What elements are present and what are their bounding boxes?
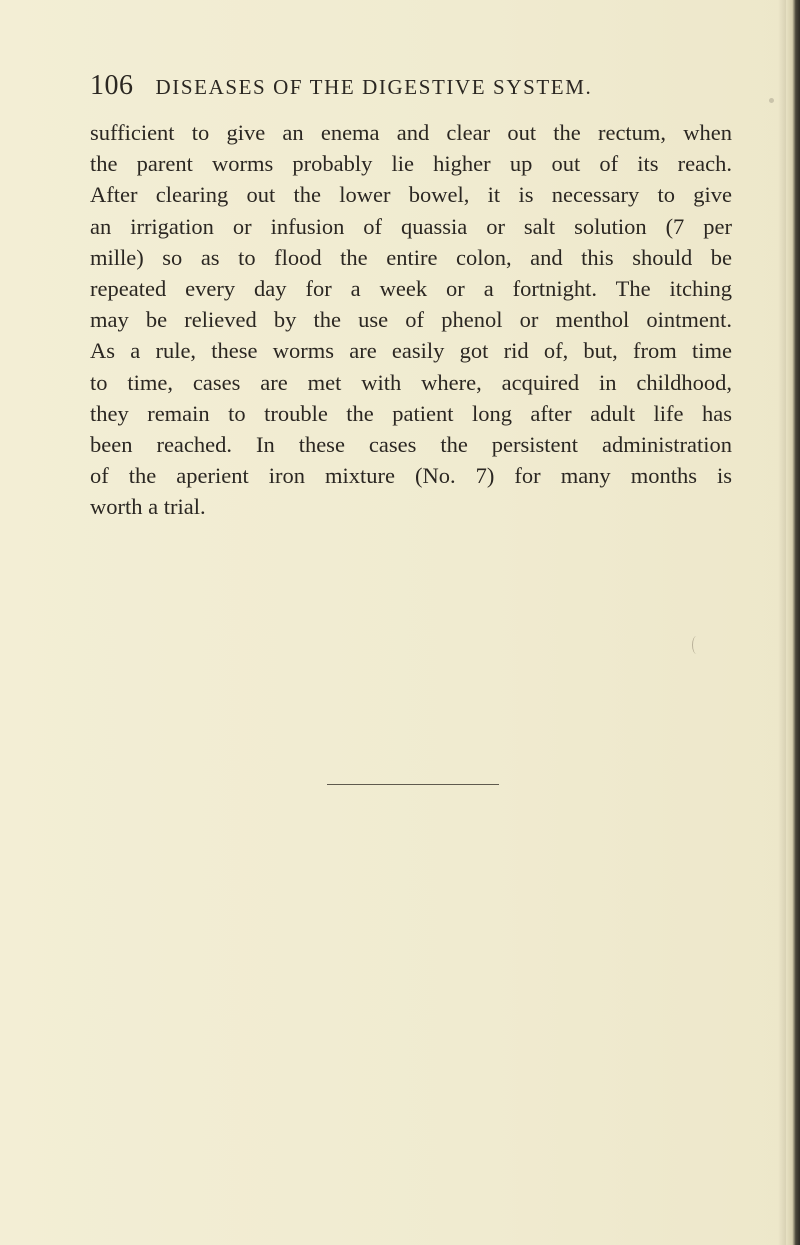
section-divider-rule	[327, 784, 499, 785]
text-line: worth a trial.	[90, 494, 206, 520]
text-line: As a rule, these worms are easily got rid of, but, from time	[90, 338, 732, 364]
text-line: repeated every day for a week or a fortnight. The itching	[90, 275, 732, 301]
text-line: been reached. In these cases the persistent administration	[90, 431, 732, 457]
paper-speck	[769, 98, 774, 103]
page-gutter-shadow	[778, 0, 786, 1245]
text-line: the parent worms probably lie higher up out of its reach.	[90, 151, 732, 177]
text-line: sufficient to give an enema and clear out the rectum, when	[90, 120, 732, 145]
text-line: an irrigation or infusion of quassia or salt solution (7 per	[90, 213, 732, 239]
book-spine-edge	[786, 0, 800, 1245]
running-head	[90, 70, 690, 110]
text-line: they remain to trouble the patient long after adult life has	[90, 400, 732, 426]
text-line: may be relieved by the use of phenol or menthol ointment.	[90, 307, 732, 333]
body-paragraph	[90, 117, 732, 522]
text-line: to time, cases are met with where, acquired in childhood,	[90, 369, 732, 395]
running-title: DISEASES OF THE DIGESTIVE SYSTEM.	[155, 75, 593, 99]
paper-mark	[692, 636, 701, 654]
text-line: After clearing out the lower bowel, it is necessary to give	[90, 182, 732, 208]
page-number: 106	[90, 70, 134, 101]
text-line: of the aperient iron mixture (No. 7) for many months is	[90, 463, 732, 489]
text-line: mille) so as to flood the entire colon, and this should be	[90, 244, 732, 270]
